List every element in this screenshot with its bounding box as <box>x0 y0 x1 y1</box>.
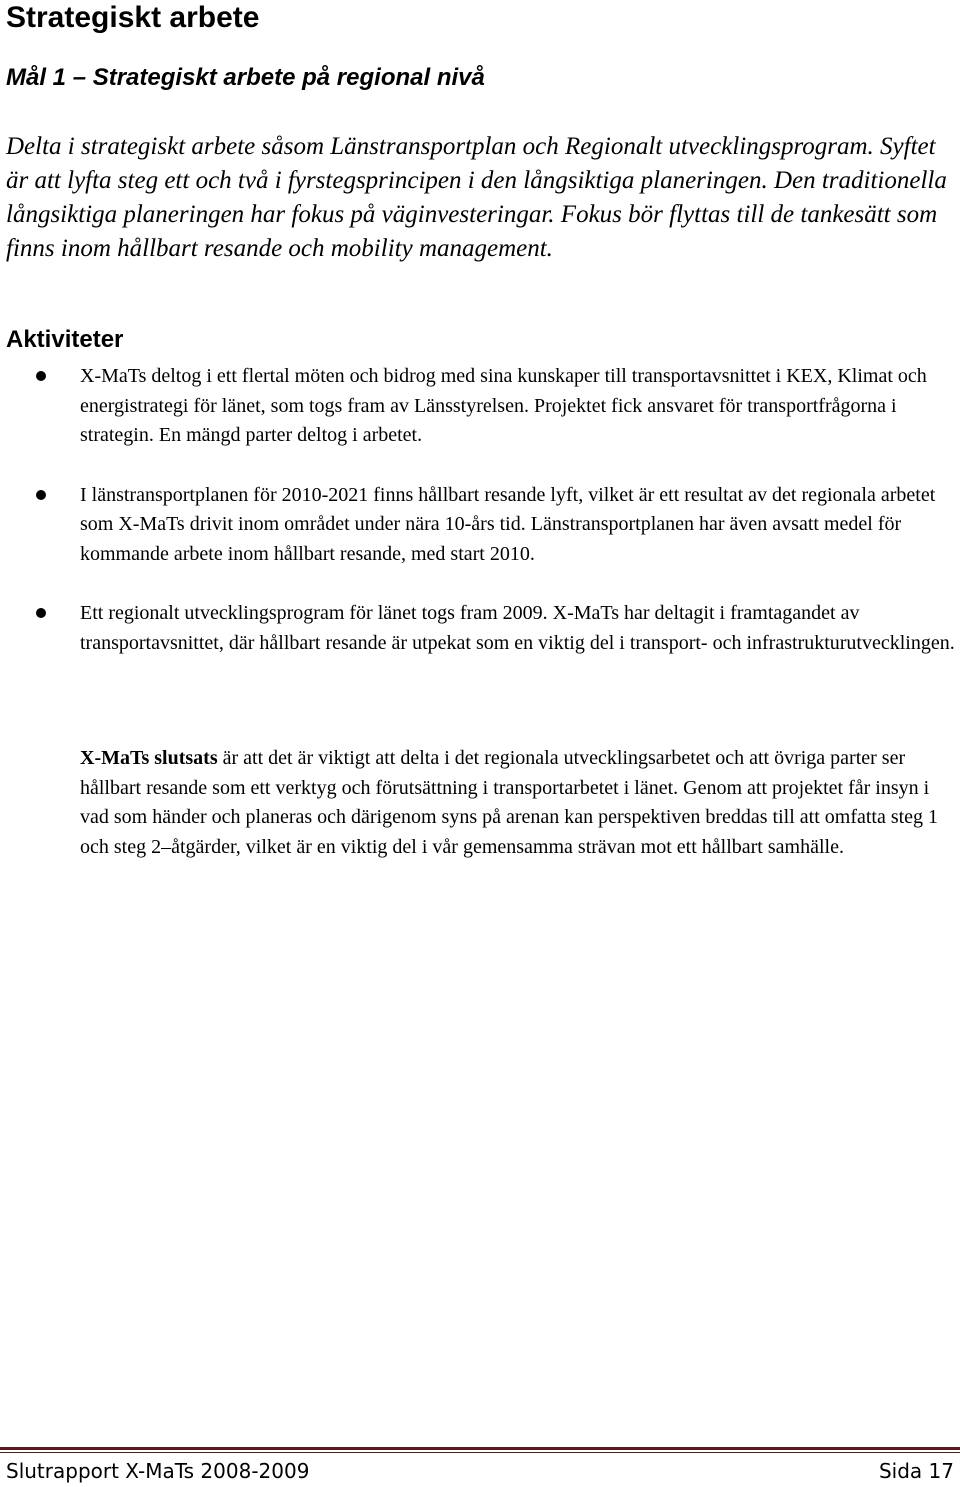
footer-report-title: Slutrapport X-MaTs 2008-2009 <box>6 1459 310 1483</box>
page-title: Strategiskt arbete <box>6 1 260 34</box>
list-item <box>0 362 960 451</box>
footer-page-number: Sida 17 <box>878 1459 954 1483</box>
footer-divider <box>0 1447 960 1450</box>
bullet-icon <box>36 608 46 618</box>
conclusion-text: är att det är viktigt att delta i det regionala utvecklingsarbetet och att övriga parter ser hållbart resande som ett verktyg och förutsättning i transportarbetet i länet. Genom att projektet får insyn i vad som händer och planeras och därigenom syns på arenan kan perspektiven breddas till att omfatta steg 1 och steg 2–åtgärder, vilket är en viktig del i vår gemensamma strävan mot ett hållbart samhälle. <box>80 747 939 858</box>
conclusion-paragraph <box>80 744 960 862</box>
bullet-icon <box>36 490 46 500</box>
goal-heading: Mål 1 – Strategiskt arbete på regional nivå <box>6 64 485 91</box>
list-item <box>0 481 960 570</box>
list-item-text: X-MaTs deltog i ett flertal möten och bidrog med sina kunskaper till transportavsnittet i KEX, Klimat och energistrategi för länet, som togs fram av Länsstyrelsen. Projektet fick ansvaret för transportfrågorna i strategin. En mängd parter deltog i arbetet. <box>80 365 927 446</box>
list-item-text: I länstransportplanen för 2010-2021 finns hållbart resande lyft, vilket är ett resultat av det regionala arbetet som X-MaTs drivit inom området under nära 10-års tid. Länstransportplanen har även avsatt medel för kommande arbete inom hållbart resande, med start 2010. <box>80 483 936 565</box>
footer-divider-thin <box>0 1452 960 1453</box>
activities-list <box>0 362 960 688</box>
list-item <box>0 599 960 658</box>
conclusion-lead: X-MaTs slutsats <box>80 747 218 769</box>
goal-description: Delta i strategiskt arbete såsom Länstransportplan och Regionalt utvecklingsprogram. Syftet är att lyfta steg ett och två i fyrstegsprincipen i den långsiktiga planeringen. Den traditionella långsiktiga planeringen har fokus på väginvesteringar. Fokus bör flyttas till de tankesätt som finns inom hållbart resande och mobility management. <box>6 133 947 262</box>
bullet-icon <box>36 371 46 381</box>
list-item-text: Ett regionalt utvecklingsprogram för länet togs fram 2009. X-MaTs har deltagit i framtagandet av transportavsnittet, där hållbart resande är utpekat som en viktig del i transport- och infrastrukturutvecklingen. <box>80 602 955 654</box>
activities-heading: Aktiviteter <box>6 326 124 353</box>
